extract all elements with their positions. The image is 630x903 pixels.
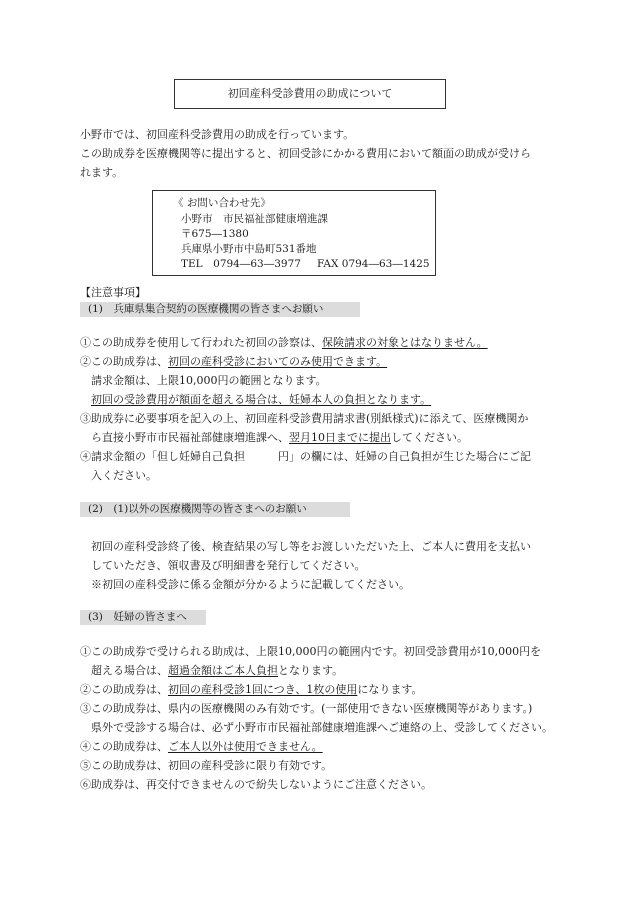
s1-item-3-line-2 — [91, 429, 468, 447]
s1-item-3-line-1: ③助成券に必要事項を記入の上、初回産科受診費用請求書(別紙様式)に添えて、医療機関か — [80, 412, 529, 425]
s2-line-2: していただき、領収書及び明細書を発行してください。 — [91, 559, 366, 572]
s2-line-3: ※初回の産科受診に係る金額が分かるように記載してください。 — [91, 578, 410, 591]
s1-item-4-line-2: 入ください。 — [91, 469, 157, 482]
s2-line-1: 初回の産科受診終了後、検査結果の写し等をお渡しいただいた上、ご本人に費用を支払い — [91, 540, 531, 553]
s1-item-4-line-1: ④請求金額の「但し妊婦自己負担 円」の欄には、妊婦の自己負担が生じた場合にご記 — [80, 450, 531, 463]
s1-item-2-text: ②この助成券は、 — [80, 355, 168, 368]
section-1-header: (1) 兵庫県集合契約の医療機関の皆さまへお願い — [80, 302, 360, 317]
contact-box — [152, 190, 436, 276]
s1-item-1 — [80, 334, 488, 352]
s3-item-1-text: 超える場合は、 — [91, 664, 168, 677]
s3-item-2-tail: になります。 — [357, 683, 423, 696]
s3-item-4-underlined: ご本人以外は使用できません。 — [168, 740, 323, 753]
section-2-header: (2) (1)以外の医療機関等の皆さまへのお願い — [80, 502, 350, 517]
s1-item-3-text: ら直接小野市市民福祉部健康増進課へ、 — [91, 431, 289, 444]
s1-item-3-underlined: 翌月10日までに提出 — [289, 431, 391, 444]
s3-item-2-text: ②この助成券は、 — [80, 683, 168, 696]
s1-item-2-sub-1: 請求金額は、上限10,000円の範囲となります。 — [91, 374, 327, 387]
s1-item-2 — [80, 353, 387, 371]
intro-line-2: この助成券を医療機関等に提出すると、初回受診にかかる費用において額面の助成が受けら — [80, 147, 531, 160]
s3-item-1-line-1: ①この助成券で受けられる助成は、上限10,000円の範囲内です。初回受診費用が10,000円を — [80, 645, 542, 658]
s3-item-2-underlined: 初回の産科受診1回につき、1枚の使用 — [168, 683, 358, 696]
contact-postal: 〒675―1380 — [181, 228, 249, 240]
s3-item-6: ⑥助成券は、再交付できませんので紛失しないようにご注意ください。 — [80, 778, 432, 791]
s3-item-4-text: ④この助成券は、 — [80, 740, 168, 753]
intro-line-3: れます。 — [80, 166, 124, 179]
page-title: 初回産科受診費用の助成について — [174, 79, 446, 109]
intro-line-1: 小野市では、初回産科受診費用の助成を行っています。 — [80, 128, 355, 141]
s3-item-3-line-1: ③この助成券は、県内の医療機関のみ有効です。(一部使用できない医療機関等があります。) — [80, 702, 533, 715]
s3-item-5: ⑤この助成券は、初回の産科受診に限り有効です。 — [80, 759, 333, 772]
s1-item-2-sub-2: 初回の受診費用が額面を超える場合は、妊婦本人の負担となります。 — [91, 393, 432, 406]
s3-item-2 — [80, 681, 422, 699]
section-3-header: (3) 妊婦の皆さまへ — [80, 610, 206, 625]
s3-item-1-underlined: 超過金額はご本人負担 — [168, 664, 278, 677]
s1-item-1-underlined: 保険請求の対象とはなりません。 — [322, 336, 488, 349]
s1-item-3-tail: してください。 — [391, 431, 468, 444]
s3-item-4 — [80, 738, 323, 756]
contact-department: 小野市 市民福祉部健康増進課 — [181, 213, 328, 225]
contact-fax: FAX 0794―63―1425 — [317, 258, 430, 270]
s3-item-1-line-2 — [91, 662, 343, 680]
contact-address: 兵庫県小野市中島町531番地 — [181, 243, 317, 255]
s3-item-3-line-2: 県外で受診する場合は、必ず小野市市民福祉部健康増進課へご連絡の上、受診してください。 — [91, 721, 553, 734]
s3-item-1-tail: となります。 — [278, 664, 344, 677]
notes-heading: 【注意事項】 — [80, 286, 146, 299]
contact-phone: TEL 0794―63―3977 — [181, 258, 301, 270]
s1-item-2-underlined: 初回の産科受診においてのみ使用できます。 — [168, 355, 388, 368]
contact-heading: 《 お問い合わせ先》 — [173, 197, 271, 209]
s1-item-1-text: ①この助成券を使用して行われた初回の診察は、 — [80, 336, 322, 349]
